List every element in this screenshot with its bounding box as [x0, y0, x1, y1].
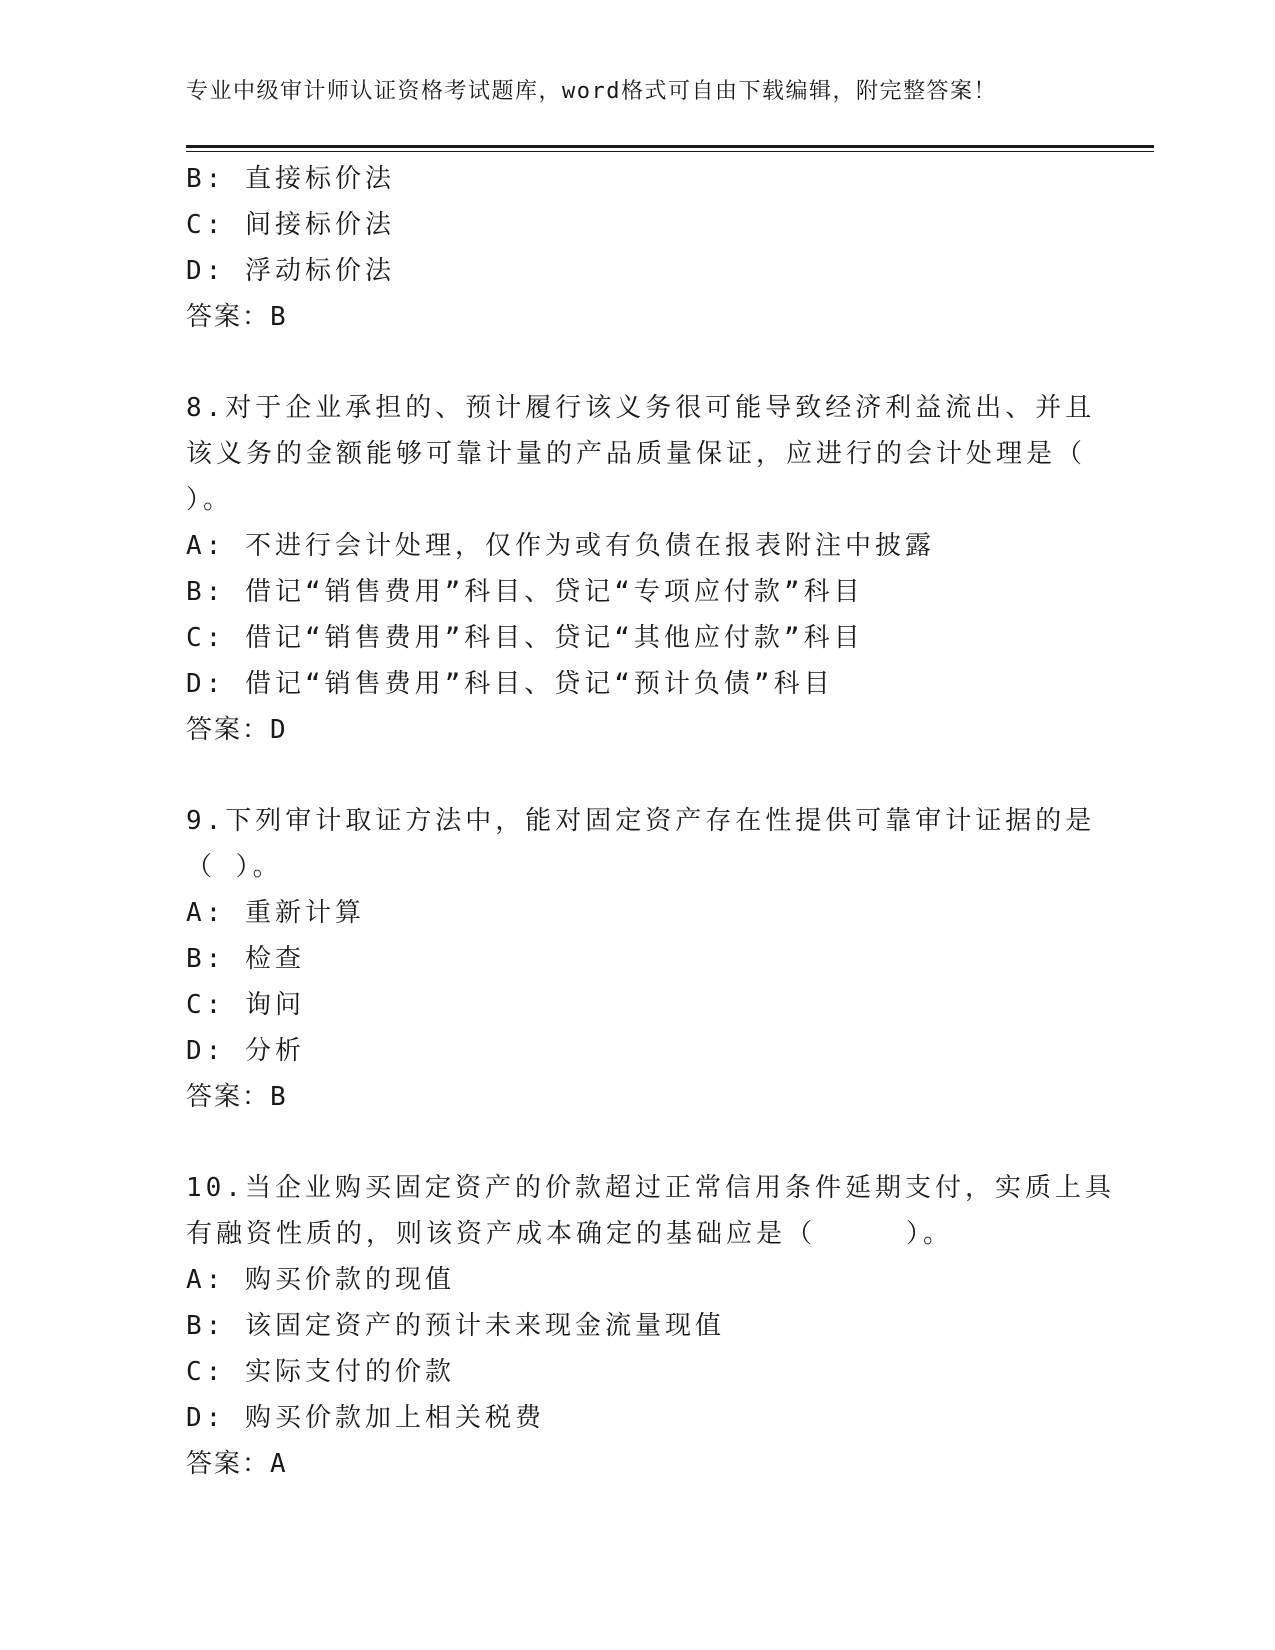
- question-stem-line: ）。: [186, 485, 234, 515]
- option-a: A: 重新计算: [186, 898, 365, 928]
- question-9: [186, 798, 1106, 1120]
- question-stem-line: 9.下列审计取证方法中，能对固定资产存在性提供可靠审计证据的是: [186, 806, 1096, 836]
- question-8: [186, 385, 1106, 753]
- spacer: [186, 1120, 1106, 1165]
- answer-line: 答案：A: [186, 1449, 288, 1479]
- question-10: [186, 1165, 1115, 1487]
- option-b: B: 该固定资产的预计未来现金流量现值: [186, 1311, 725, 1341]
- question-stem-line: 10.当企业购买固定资产的价款超过正常信用条件延期支付，实质上具: [186, 1173, 1115, 1203]
- spacer: [186, 340, 1106, 385]
- header-divider-thin: [186, 151, 1154, 152]
- option-a: A: 不进行会计处理，仅作为或有负债在报表附注中披露: [186, 531, 935, 561]
- option-c: C: 借记“销售费用”科目、贷记“其他应付款”科目: [186, 623, 864, 653]
- option-d: D: 购买价款加上相关税费: [186, 1403, 545, 1433]
- question-stem-line: （ ）。: [186, 852, 283, 882]
- option-b: B: 借记“销售费用”科目、贷记“专项应付款”科目: [186, 577, 864, 607]
- option-b: B: 检查: [186, 944, 305, 974]
- page-header: 专业中级审计师认证资格考试题库，word格式可自由下载编辑，附完整答案！: [186, 79, 997, 104]
- answer-line: 答案：B: [186, 1082, 288, 1112]
- option-d: D: 借记“销售费用”科目、贷记“预计负债”科目: [186, 669, 834, 699]
- question-content: [186, 156, 1115, 1487]
- option-c: C: 间接标价法: [186, 210, 395, 240]
- option-d: D: 分析: [186, 1036, 305, 1066]
- answer-line: 答案：B: [186, 302, 288, 332]
- question-stem-line: 8.对于企业承担的、预计履行该义务很可能导致经济利益流出、并且: [186, 393, 1096, 423]
- spacer: [186, 753, 1106, 798]
- option-b: B: 直接标价法: [186, 164, 395, 194]
- option-c: C: 实际支付的价款: [186, 1357, 455, 1387]
- question-stem-line: 该义务的金额能够可靠计量的产品质量保证，应进行的会计处理是（: [186, 439, 1087, 469]
- option-c: C: 询问: [186, 990, 305, 1020]
- option-a: A: 购买价款的现值: [186, 1265, 455, 1295]
- option-d: D: 浮动标价法: [186, 256, 395, 286]
- continued-question: [186, 156, 1106, 340]
- header-divider-thick: [186, 145, 1154, 148]
- answer-line: 答案：D: [186, 715, 288, 745]
- question-stem-line: 有融资性质的，则该资产成本确定的基础应是（ ）。: [186, 1219, 954, 1249]
